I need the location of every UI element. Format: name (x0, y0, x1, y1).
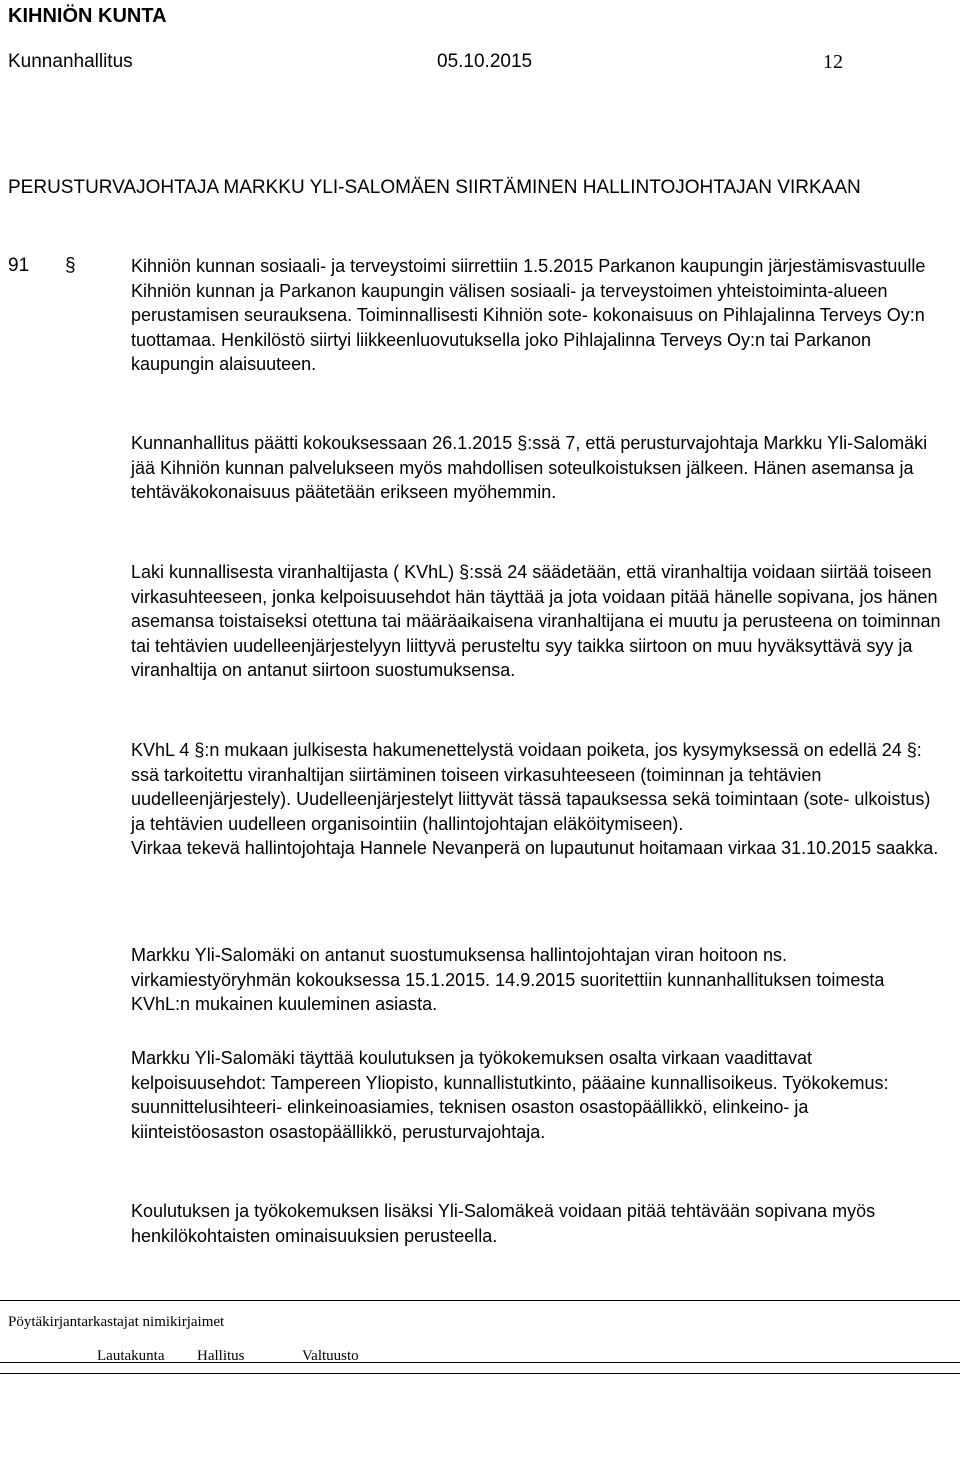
signature-footer (0, 1300, 960, 1465)
paragraph-suitability: Koulutuksen ja työkokemuksen lisäksi Yli-Salomäkeä voidaan pitää tehtävään sopivana myös henkilökohtaisten ominaisuuksien perusteella. (131, 1201, 876, 1246)
page-number: 12 (823, 51, 843, 73)
paragraph-qualifications: Markku Yli-Salomäki täyttää koulutuksen ja työkokemuksen osalta virkaan vaadittavat kelpoisuusehdot: Tampereen Yliopisto, kunnallistutkinto, pääaine kunnallisoikeus. Työkokemus: suunnittelusihteeri- elinkeinoasiamies, teknisen osaston osastopäällikkö, elinkeino- ja kiinteistöosaston osastopäällikkö, perusturvajohtaja. (131, 1048, 889, 1142)
paragraph-acting-director: Virkaa tekevä hallintojohtaja Hannele Nevanperä on lupautunut hoitamaan virkaa 31.10.2015 saakka. (131, 838, 939, 858)
footer-col-hallitus: Hallitus (197, 1348, 245, 1364)
footer-col-lautakunta: Lautakunta (97, 1348, 165, 1364)
paragraph-law-4: KVhL 4 §:n mukaan julkisesta hakumenettelystä voidaan poiketa, jos kysymyksessä on edellä 24 §: ssä tarkoitettu viranhaltijan siirtäminen toiseen virkasuhteeseen (toiminnan ja tehtävien uudelleenjärjestely). Uudelleenjärjestelyt liittyvät tässä tapauksessa sekä toimintaan (sote- ulkoistus) ja tehtävien uudelleen organisointiin (hallintojohtajan eläköitymiseen). Virkaa tekevä hallintojohtaja Hannele Nevanperä on lupautunut hoitamaan virkaa 31.10.2015 saakka. (131, 738, 941, 861)
paragraph-consent: Markku Yli-Salomäki on antanut suostumuksensa hallintojohtajan viran hoitoon ns. virkamiestyöryhmän kokouksessa 15.1.2015. 14.9.2015 suoritettiin kunnanhallituksen toimesta KVhL:n mukainen kuuleminen asiasta. (131, 945, 885, 1014)
paragraph-transfer: Kihniön kunnan sosiaali- ja terveystoimi siirrettiin 1.5.2015 Parkanon kaupungin järjestämisvastuulle Kihniön kunnan ja Parkanon kaupungin välisen sosiaali- ja terveystoimen yhteistoiminta-alueen perustamisen seurauksena. Toiminnallisesti Kihniön sote- kokonaisuus on Pihlajalinna Terveys Oy:n tuottamaa. Henkilöstö siirtyi liikkeenluovutuksella joko Pihlajalinna Terveys Oy:n tai Parkanon kaupungin alaisuuteen. (131, 256, 926, 374)
paragraph-board-decision: Kunnanhallitus päätti kokouksessaan 26.1.2015 §:ssä 7, että perusturvajohtaja Markku Yli-Salomäki jää Kihniön kunnan palvelukseen myös mahdollisen soteulkoistuksen jälkeen. Hänen asemansa ja tehtäväkokonaisuus päätetään erikseen myöhemmin. (131, 433, 928, 502)
section-sign: § (65, 255, 76, 276)
footer-col-valtuusto: Valtuusto (302, 1348, 359, 1364)
paragraph-law-24: Laki kunnallisesta viranhaltijasta ( KVhL) §:ssä 24 säädetään, että viranhaltija voidaan siirtää toiseen virkasuhteeseen, jonka kelpoisuusehdot hän täyttää ja jota voidaan pitää hänelle sopivana, jos hänen asemansa toistaiseksi otettuna tai määräaikaisena viranhaltijana ei muutu ja perusteena on toiminnan tai tehtävien uudelleenjärjestelyyn liittyvä perusteltu syy taikka siirtoon on muu hyväksyttävä syy ja viranhaltija on antanut siirtoon suostumuksensa. (131, 562, 941, 680)
organization-name: KIHNIÖN KUNTA (8, 5, 167, 27)
document-title: PERUSTURVAJOHTAJA MARKKU YLI-SALOMÄEN SIIRTÄMINEN HALLINTOJOHTAJAN VIRKAAN (8, 177, 861, 198)
footer-divider (0, 1300, 960, 1301)
signature-box (0, 1362, 960, 1374)
meeting-body: Kunnanhallitus (8, 51, 133, 72)
meeting-date: 05.10.2015 (437, 51, 533, 72)
section-number: 91 (8, 255, 30, 276)
signatures-label: Pöytäkirjantarkastajat nimikirjaimet (8, 1314, 225, 1330)
